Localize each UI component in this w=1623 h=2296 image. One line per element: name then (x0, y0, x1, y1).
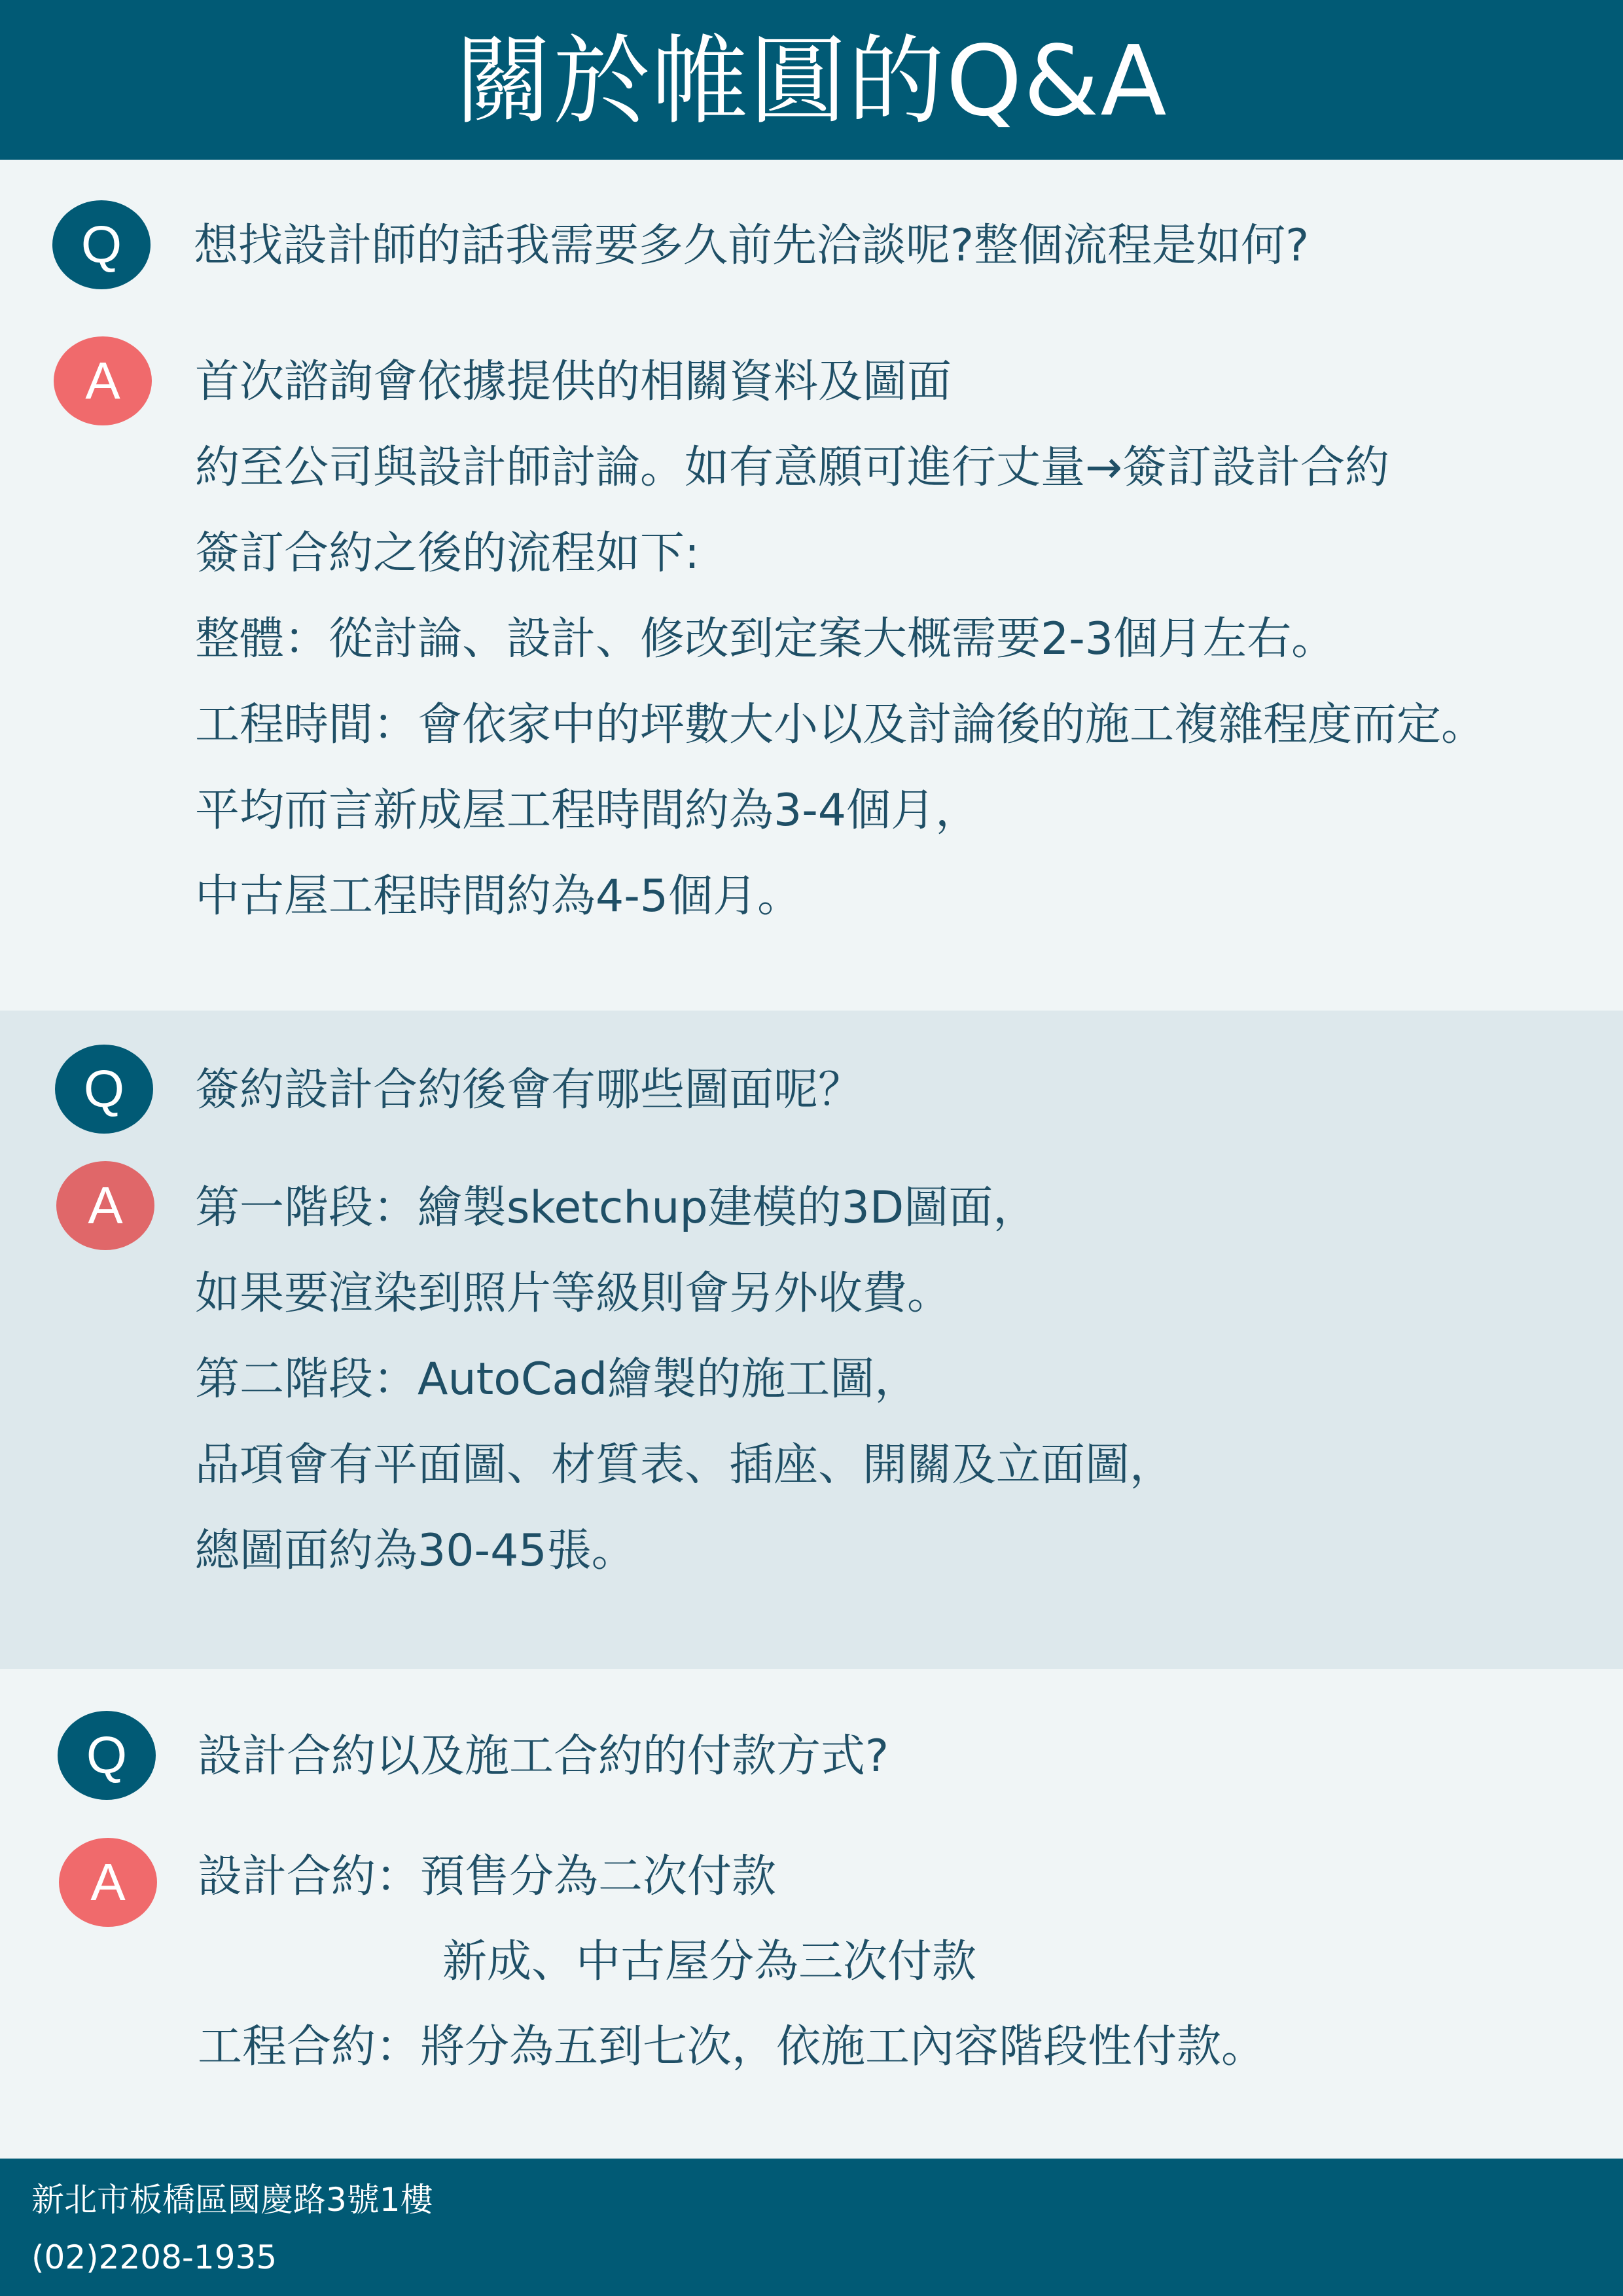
answer-line: 第二階段：AutoCad繪製的施工圖， (195, 1354, 919, 1405)
answer-line: 設計合約：預售分為二次付款 (198, 1851, 777, 1903)
answer-line: 如果要渲染到照片等級則會另外收費。 (195, 1268, 952, 1319)
qa-section-1 (0, 160, 1623, 1011)
page-title: 關於帷圓的Q&A (455, 25, 1168, 137)
answer-line: 工程時間：會依家中的坪數大小以及討論後的施工複雜程度而定。 (195, 699, 1486, 751)
question-badge-icon: Q (58, 1711, 156, 1800)
footer-phone: (02)2208-1935 (31, 2238, 277, 2276)
answer-badge-icon: A (56, 1161, 154, 1250)
answer-2-text (195, 1175, 1174, 1604)
answer-line: 首次諮詢會依據提供的相關資料及圖面 (195, 356, 952, 408)
answer-line: 總圖面約為30-45張。 (195, 1525, 636, 1577)
qa-section-3 (0, 1669, 1623, 2159)
answer-line: 約至公司與設計師討論。如有意願可進行丈量→簽訂設計合約 (195, 442, 1389, 493)
question-2-text: 簽約設計合約後會有哪些圖面呢？ (195, 1064, 863, 1116)
question-badge-icon: Q (55, 1045, 153, 1134)
answer-1-text (195, 350, 1486, 950)
answer-badge-icon: A (54, 336, 152, 425)
answer-line: 整體：從討論、設計、修改到定案大概需要2-3個月左右。 (195, 613, 1336, 665)
answer-line: 平均而言新成屋工程時間約為3-4個月， (195, 785, 980, 836)
answer-line: 第一階段：繪製sketchup建模的3D圖面， (195, 1182, 1038, 1234)
page-footer (0, 2159, 1623, 2296)
question-1-text: 想找設計師的話我需要多久前先洽談呢?整個流程是如何? (194, 220, 1310, 272)
qa-section-2 (0, 1011, 1623, 1669)
footer-address: 新北市板橋區國慶路3號1樓 (31, 2181, 433, 2219)
answer-line: 新成、中古屋分為三次付款 (442, 1936, 977, 1988)
question-3-text: 設計合約以及施工合約的付款方式? (198, 1731, 889, 1782)
answer-line: 中古屋工程時間約為4-5個月。 (195, 870, 802, 922)
answer-line: 工程合約：將分為五到七次，依施工內容階段性付款。 (198, 2021, 1266, 2073)
answer-line: 簽訂合約之後的流程如下: (195, 528, 700, 579)
page-header (0, 0, 1623, 160)
answer-badge-icon: A (59, 1838, 157, 1927)
answer-line: 品項會有平面圖、材質表、插座、開關及立面圖， (195, 1439, 1175, 1491)
question-badge-icon: Q (52, 200, 151, 289)
